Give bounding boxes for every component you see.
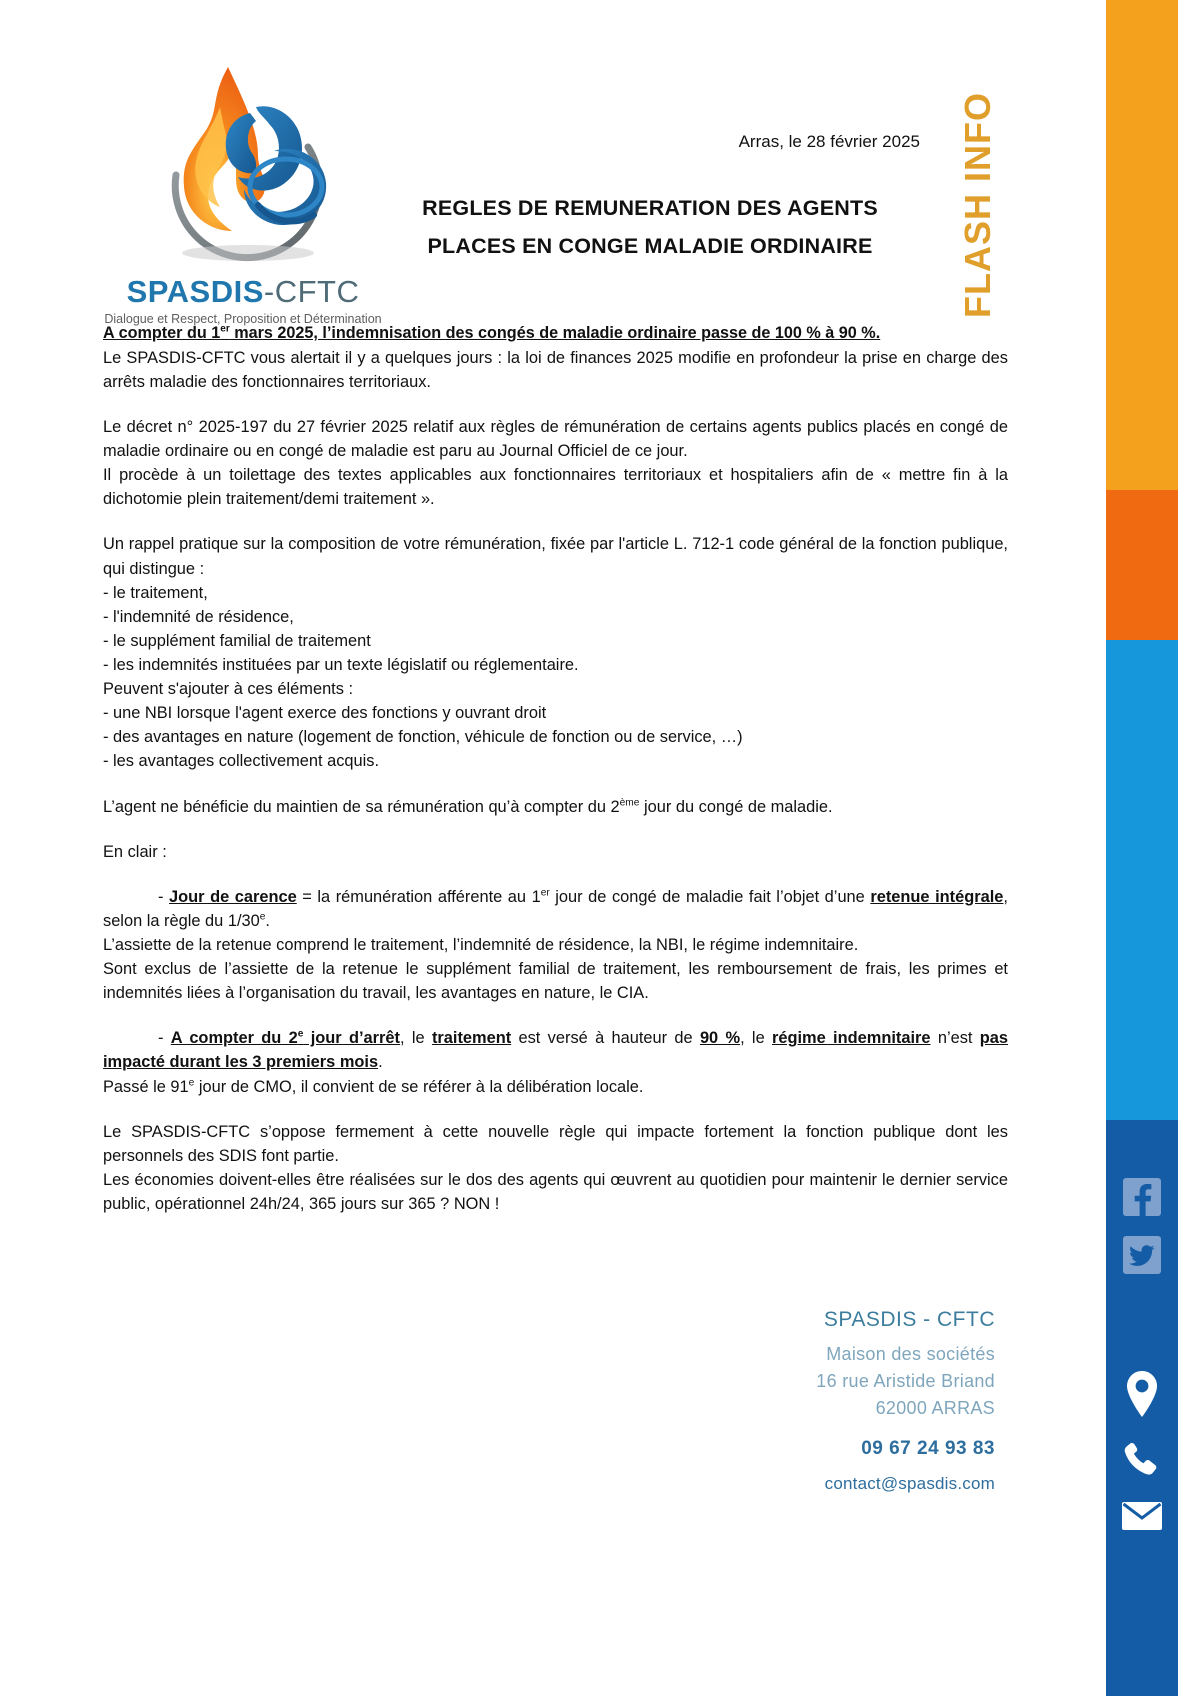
page-title-line-2: PLACES EN CONGE MALADIE ORDINAIRE [427, 233, 873, 258]
logo-block [78, 55, 408, 326]
paragraph-5-ordinal: ème [619, 797, 640, 809]
contact-org-name: SPASDIS - CFTC [823, 1308, 995, 1331]
lead-prefix: A compter du 1 [103, 324, 221, 342]
list-intro-2: Peuvent s'ajouter à ces éléments : [103, 680, 354, 699]
paragraph-8: Les économies doivent-elles être réalisées sur le dos des agents qui œuvrent au quotidien pour maintenir le dernier service public, opérationnel 24h/24, 365 jours sur 365 ? NON ! [103, 1170, 1008, 1213]
bullet-2-line-2-ordinal: e [188, 1077, 195, 1089]
en-clair-label: En clair : [103, 842, 167, 861]
paragraph-2: Le décret n° 2025-197 du 27 février 2025 relatif aux règles de rémunération de certains agents publics placés en congé de maladie ordinaire ou en congé de maladie est paru au Journal Officiel de ce jour. [103, 418, 1008, 461]
bullet-1-end2: . [265, 911, 270, 930]
logo-tagline: Dialogue et Respect, Proposition et Détermination [104, 312, 382, 326]
list1-item-3: - les indemnités instituées par un texte législatif ou réglementaire. [103, 656, 579, 675]
bullet-2-u1: traitement [431, 1029, 512, 1048]
bullet-2-end: . [378, 1053, 383, 1072]
facebook-icon[interactable] [1123, 1178, 1161, 1216]
lead-suffix: mars 2025, l’indemnisation des congés de maladie ordinaire passe de 100 % à 90 %. [229, 324, 881, 342]
paragraph-5 [103, 795, 1008, 819]
color-rail [1106, 0, 1178, 1696]
paragraph-4: Un rappel pratique sur la composition de votre rémunération, fixée par l'article L. 712-1 code général de la fonction publique, qui distingue : [103, 535, 1008, 578]
list1-item-2: - le supplément familial de traitement [103, 631, 371, 650]
mail-icon[interactable] [1121, 1500, 1163, 1532]
lead-statement [103, 322, 1008, 346]
list2-item-1: - des avantages en nature (logement de fonction, véhicule de fonction ou de service, …) [103, 728, 743, 747]
paragraph-3: Il procède à un toilettage des textes applicables aux fonctionnaires territoriaux et hospitaliers afin de « mettre fin à la dichotomie plein traitement/demi traitement ». [103, 466, 1008, 509]
logo-wordmark [78, 274, 408, 310]
bullet-2-line-2-a: Passé le 91 [103, 1077, 189, 1096]
list1-item-1: - l'indemnité de résidence, [103, 607, 294, 626]
bullet-1-term: Jour de carence [169, 887, 297, 906]
bullet-1-end: , selon la règle du 1/30 [103, 887, 1008, 930]
contact-address-line-1: Maison des sociétés [826, 1344, 995, 1364]
bullet-2-mid4: n’est [930, 1029, 980, 1048]
list1-item-0: - le traitement, [103, 583, 208, 602]
bullet-1-dash: - [158, 887, 170, 906]
bullet-2-dash: - [158, 1029, 171, 1048]
phone-icon[interactable] [1122, 1440, 1162, 1482]
bullet-2-mid3: , le [740, 1029, 772, 1048]
bullet-2-term-b: jour d’arrêt [303, 1029, 400, 1048]
bullet-1-mid2: jour de congé de maladie fait l’objet d’une [549, 887, 871, 906]
bullet-1-ordinal-2: e [259, 911, 266, 923]
bullet-1-mid: = la rémunération afférente au 1 [296, 887, 541, 906]
spasdis-logo-icon [128, 55, 358, 270]
contact-phone[interactable]: 09 67 24 93 83 [861, 1438, 995, 1459]
paragraph-5-b: jour du congé de maladie. [639, 797, 833, 816]
bullet-2-term-ordinal: e [297, 1028, 304, 1040]
bullet-2-u2: 90 % [699, 1029, 741, 1048]
bullet-2 [103, 1026, 1008, 1074]
paragraph-7: Le SPASDIS-CFTC s’oppose fermement à cette nouvelle règle qui impacte fortement la fonction publique dont les personnels des SDIS font partie. [103, 1122, 1008, 1165]
contact-address-line-3: 62000 ARRAS [875, 1398, 995, 1418]
bullet-2-u4: pas impacté durant les 3 premiers mois [103, 1029, 1009, 1072]
list2-item-2: - les avantages collectivement acquis. [103, 752, 380, 771]
contact-block [665, 1308, 995, 1494]
rail-icon-group [1106, 0, 1178, 1696]
contact-address-line-2: 16 rue Aristide Briand [816, 1371, 995, 1391]
bullet-2-term-a: A compter du 2 [170, 1029, 298, 1048]
flash-info-banner [948, 75, 1008, 335]
contact-email[interactable]: contact@spasdis.com [824, 1474, 995, 1493]
bullet-2-mid2: est versé à hauteur de [511, 1029, 700, 1048]
bullet-2-mid: , le [400, 1029, 432, 1048]
document-date: Arras, le 28 février 2025 [738, 132, 920, 151]
logo-wordmark-light: -CFTC [263, 274, 360, 309]
flash-info-label: FLASH INFO [957, 92, 998, 318]
list2-item-0: - une NBI lorsque l'agent exerce des fonctions y ouvrant droit [103, 704, 547, 723]
bullet-1-line-3: Sont exclus de l’assiette de la retenue le supplément familial de traitement, les remboursement de frais, les primes et indemnités liées à l’organisation du travail, les avantages en nature, le CIA. [103, 960, 1008, 1003]
document-body [103, 322, 1008, 1216]
bullet-1-ordinal: er [540, 887, 550, 899]
page-title-line-1: REGLES DE REMUNERATION DES AGENTS [422, 196, 878, 220]
location-pin-icon[interactable] [1122, 1370, 1162, 1418]
paragraph-5-a: L’agent ne bénéficie du maintien de sa rémunération qu’à compter du 2 [103, 797, 620, 816]
bullet-2-u3: régime indemnitaire [772, 1029, 931, 1048]
bullet-1 [103, 885, 1008, 933]
bullet-1-emphasis: retenue intégrale [870, 887, 1004, 906]
page-title [360, 190, 940, 265]
twitter-icon[interactable] [1123, 1236, 1161, 1274]
paragraph-1: Le SPASDIS-CFTC vous alertait il y a quelques jours : la loi de finances 2025 modifie en profondeur la prise en charge des arrêts maladie des fonctionnaires territoriaux. [103, 348, 1008, 391]
bullet-2-line-2 [103, 1075, 1008, 1099]
logo-wordmark-bold: SPASDIS [126, 274, 264, 309]
bullet-1-line-2: L’assiette de la retenue comprend le traitement, l’indemnité de résidence, la NBI, le régime indemnitaire. [103, 936, 859, 954]
bullet-2-line-2-b: jour de CMO, il convient de se référer à la délibération locale. [194, 1077, 644, 1096]
lead-ordinal: er [220, 323, 230, 335]
